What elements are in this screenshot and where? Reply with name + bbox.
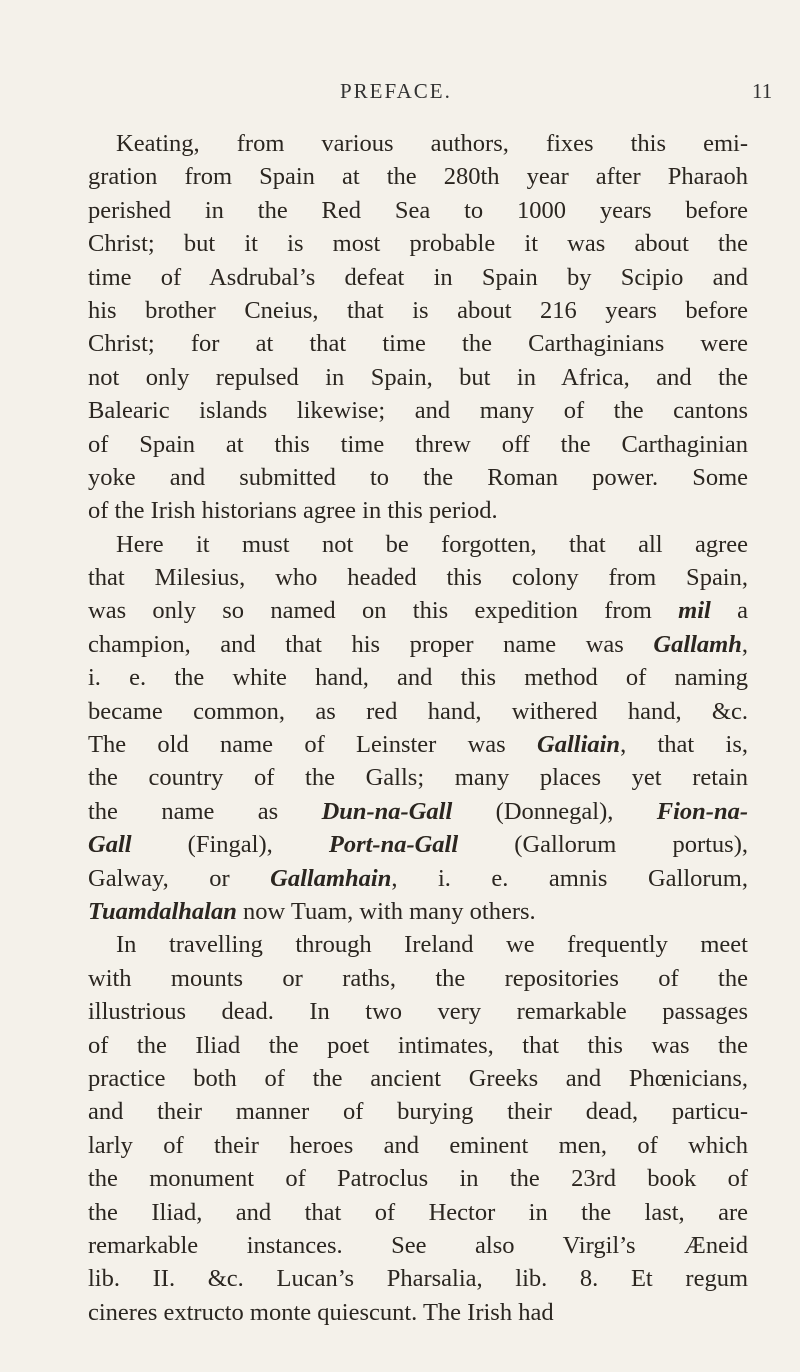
text-line — [88, 761, 748, 794]
italic-term: Dun-na-Gall — [321, 797, 453, 825]
text-line — [88, 695, 748, 728]
text-line — [88, 728, 748, 761]
italic-term: Gallamhain — [270, 864, 392, 892]
italic-term: Fion-na- — [656, 797, 748, 825]
text-segment: perished in the Red Sea to 1000 years before — [88, 196, 748, 224]
text-line — [88, 1095, 748, 1128]
text-segment: the monument of Patroclus in the 23rd book of — [88, 1165, 748, 1193]
text-line — [88, 661, 748, 694]
text-segment: Christ; for at that time the Carthaginians were — [88, 330, 748, 358]
text-segment: i. e. the white hand, and this method of naming — [88, 664, 748, 692]
text-line — [88, 394, 748, 427]
text-line — [88, 494, 748, 527]
italic-term: Gallamh — [653, 630, 742, 658]
text-segment: and their manner of burying their dead, particu- — [88, 1098, 748, 1126]
text-line — [88, 127, 748, 160]
text-segment: , i. e. amnis Gallorum, — [391, 864, 748, 892]
text-line — [88, 528, 748, 561]
text-line — [88, 995, 748, 1028]
text-line — [88, 594, 748, 627]
text-segment: the Iliad, and that of Hector in the last, are — [88, 1198, 748, 1226]
text-segment: the name as — [88, 797, 322, 825]
text-line — [88, 561, 748, 594]
text-line — [88, 828, 748, 861]
text-segment: lib. II. &c. Lucan’s Pharsalia, lib. 8. Et regum — [88, 1265, 748, 1293]
text-line — [88, 461, 748, 494]
page-number: 11 — [752, 79, 773, 103]
text-segment: Galway, or — [88, 864, 271, 892]
text-segment: remarkable instances. See also Virgil’s Æneid — [88, 1231, 748, 1259]
text-line — [88, 327, 748, 360]
text-segment: that Milesius, who headed this colony from Spain, — [88, 564, 748, 592]
text-line — [88, 628, 748, 661]
running-head-title: PREFACE. — [340, 79, 452, 103]
text-segment: not only repulsed in Spain, but in Africa, and the — [88, 363, 748, 391]
text-line — [88, 928, 748, 961]
text-segment: Here it must not be forgotten, that all agree — [116, 530, 748, 558]
italic-term: mil — [678, 597, 711, 625]
text-segment: now Tuam, with many others. — [236, 897, 536, 925]
text-segment: a — [710, 597, 748, 625]
text-line — [88, 227, 748, 260]
text-line — [88, 1129, 748, 1162]
text-segment: illustrious dead. In two very remarkable passages — [88, 998, 748, 1026]
text-segment: In travelling through Ireland we frequently meet — [116, 931, 748, 959]
text-line — [88, 895, 748, 928]
text-segment: of the Irish historians agree in this period. — [88, 497, 498, 525]
text-segment: Keating, from various authors, fixes this emi- — [116, 130, 748, 157]
text-segment: became common, as red hand, withered hand, &c. — [88, 697, 748, 725]
text-segment: his brother Cneius, that is about 216 years before — [88, 296, 748, 324]
text-line — [88, 1029, 748, 1062]
text-line — [88, 1062, 748, 1095]
text-line — [88, 1229, 748, 1262]
text-segment: the country of the Galls; many places yet retain — [88, 764, 748, 792]
text-line — [88, 795, 748, 828]
italic-term: Gall — [88, 831, 132, 859]
text-line — [88, 294, 748, 327]
running-head — [0, 79, 800, 109]
text-segment: of the Iliad the poet intimates, that this was the — [88, 1031, 748, 1059]
text-segment: was only so named on this expedition from — [88, 597, 679, 625]
text-line — [88, 1262, 748, 1295]
italic-term: Tuamdalhalan — [88, 897, 237, 925]
text-segment: with mounts or raths, the repositories of the — [88, 964, 748, 992]
text-segment: champion, and that his proper name was — [88, 630, 654, 658]
text-line — [88, 1162, 748, 1195]
text-segment: Balearic islands likewise; and many of the cantons — [88, 397, 748, 425]
text-segment: The old name of Leinster was — [88, 731, 538, 759]
text-segment: practice both of the ancient Greeks and Phœnicians, — [88, 1064, 748, 1092]
body-text — [88, 127, 748, 1329]
text-segment: Christ; but it is most probable it was about the — [88, 230, 748, 258]
text-segment: , — [741, 630, 748, 658]
text-line — [88, 194, 748, 227]
italic-term: Port-na-Gall — [328, 831, 459, 859]
text-line — [88, 1296, 748, 1329]
text-line — [88, 361, 748, 394]
text-segment: (Fingal), — [131, 831, 329, 859]
text-line — [88, 261, 748, 294]
text-segment: cineres extructo monte quiescunt. The Irish had — [88, 1298, 554, 1326]
text-segment: time of Asdrubal’s defeat in Spain by Scipio and — [88, 263, 748, 291]
text-segment: (Gallorum portus), — [458, 831, 748, 859]
text-line — [88, 428, 748, 461]
text-segment: , that is, — [620, 731, 748, 759]
text-line — [88, 962, 748, 995]
text-segment: (Donnegal), — [452, 797, 657, 825]
text-segment: yoke and submitted to the Roman power. Some — [88, 463, 748, 491]
italic-term: Galliain — [537, 731, 621, 759]
text-segment: larly of their heroes and eminent men, of which — [88, 1131, 748, 1159]
text-line — [88, 160, 748, 193]
text-segment: of Spain at this time threw off the Carthaginian — [88, 430, 748, 458]
text-segment: gration from Spain at the 280th year after Pharaoh — [88, 163, 748, 191]
text-line — [88, 862, 748, 895]
text-line — [88, 1196, 748, 1229]
